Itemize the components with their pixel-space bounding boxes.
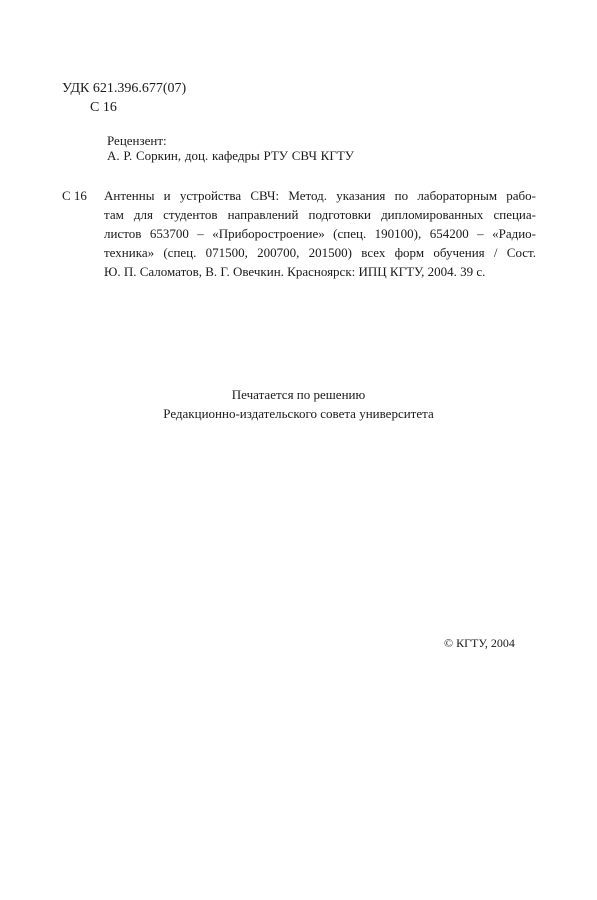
bibliography-code: С 16 <box>62 188 87 203</box>
publishing-note-line: Редакционно-издательского совета университета <box>163 406 434 421</box>
bibliography-line: Ю. П. Саломатов, В. Г. Овечкин. Красноярск: ИПЦ КГТУ, 2004. 39 с. <box>104 264 486 279</box>
bibliography-line: техника» (спец. 071500, 200700, 201500) всех форм обучения / Сост. <box>104 245 536 260</box>
reviewer-name: А. Р. Соркин, доц. кафедры РТУ СВЧ КГТУ <box>107 148 354 163</box>
bibliography-line: там для студентов направлений подготовки дипломированных специа- <box>104 207 536 222</box>
publishing-note <box>0 385 597 423</box>
bibliographic-description <box>104 186 536 281</box>
publishing-note-line: Печатается по решению <box>231 387 366 402</box>
library-code: С 16 <box>90 100 117 115</box>
udk-classification: УДК 621.396.677(07) <box>62 81 187 96</box>
copyright-notice: © КГТУ, 2004 <box>444 636 515 650</box>
bibliography-line: Антенны и устройства СВЧ: Метод. указания по лабораторным рабо- <box>104 188 536 203</box>
reviewer-label: Рецензент: <box>107 133 167 148</box>
bibliography-line: листов 653700 – «Приборостроение» (спец. 190100), 654200 – «Радио- <box>104 226 536 241</box>
